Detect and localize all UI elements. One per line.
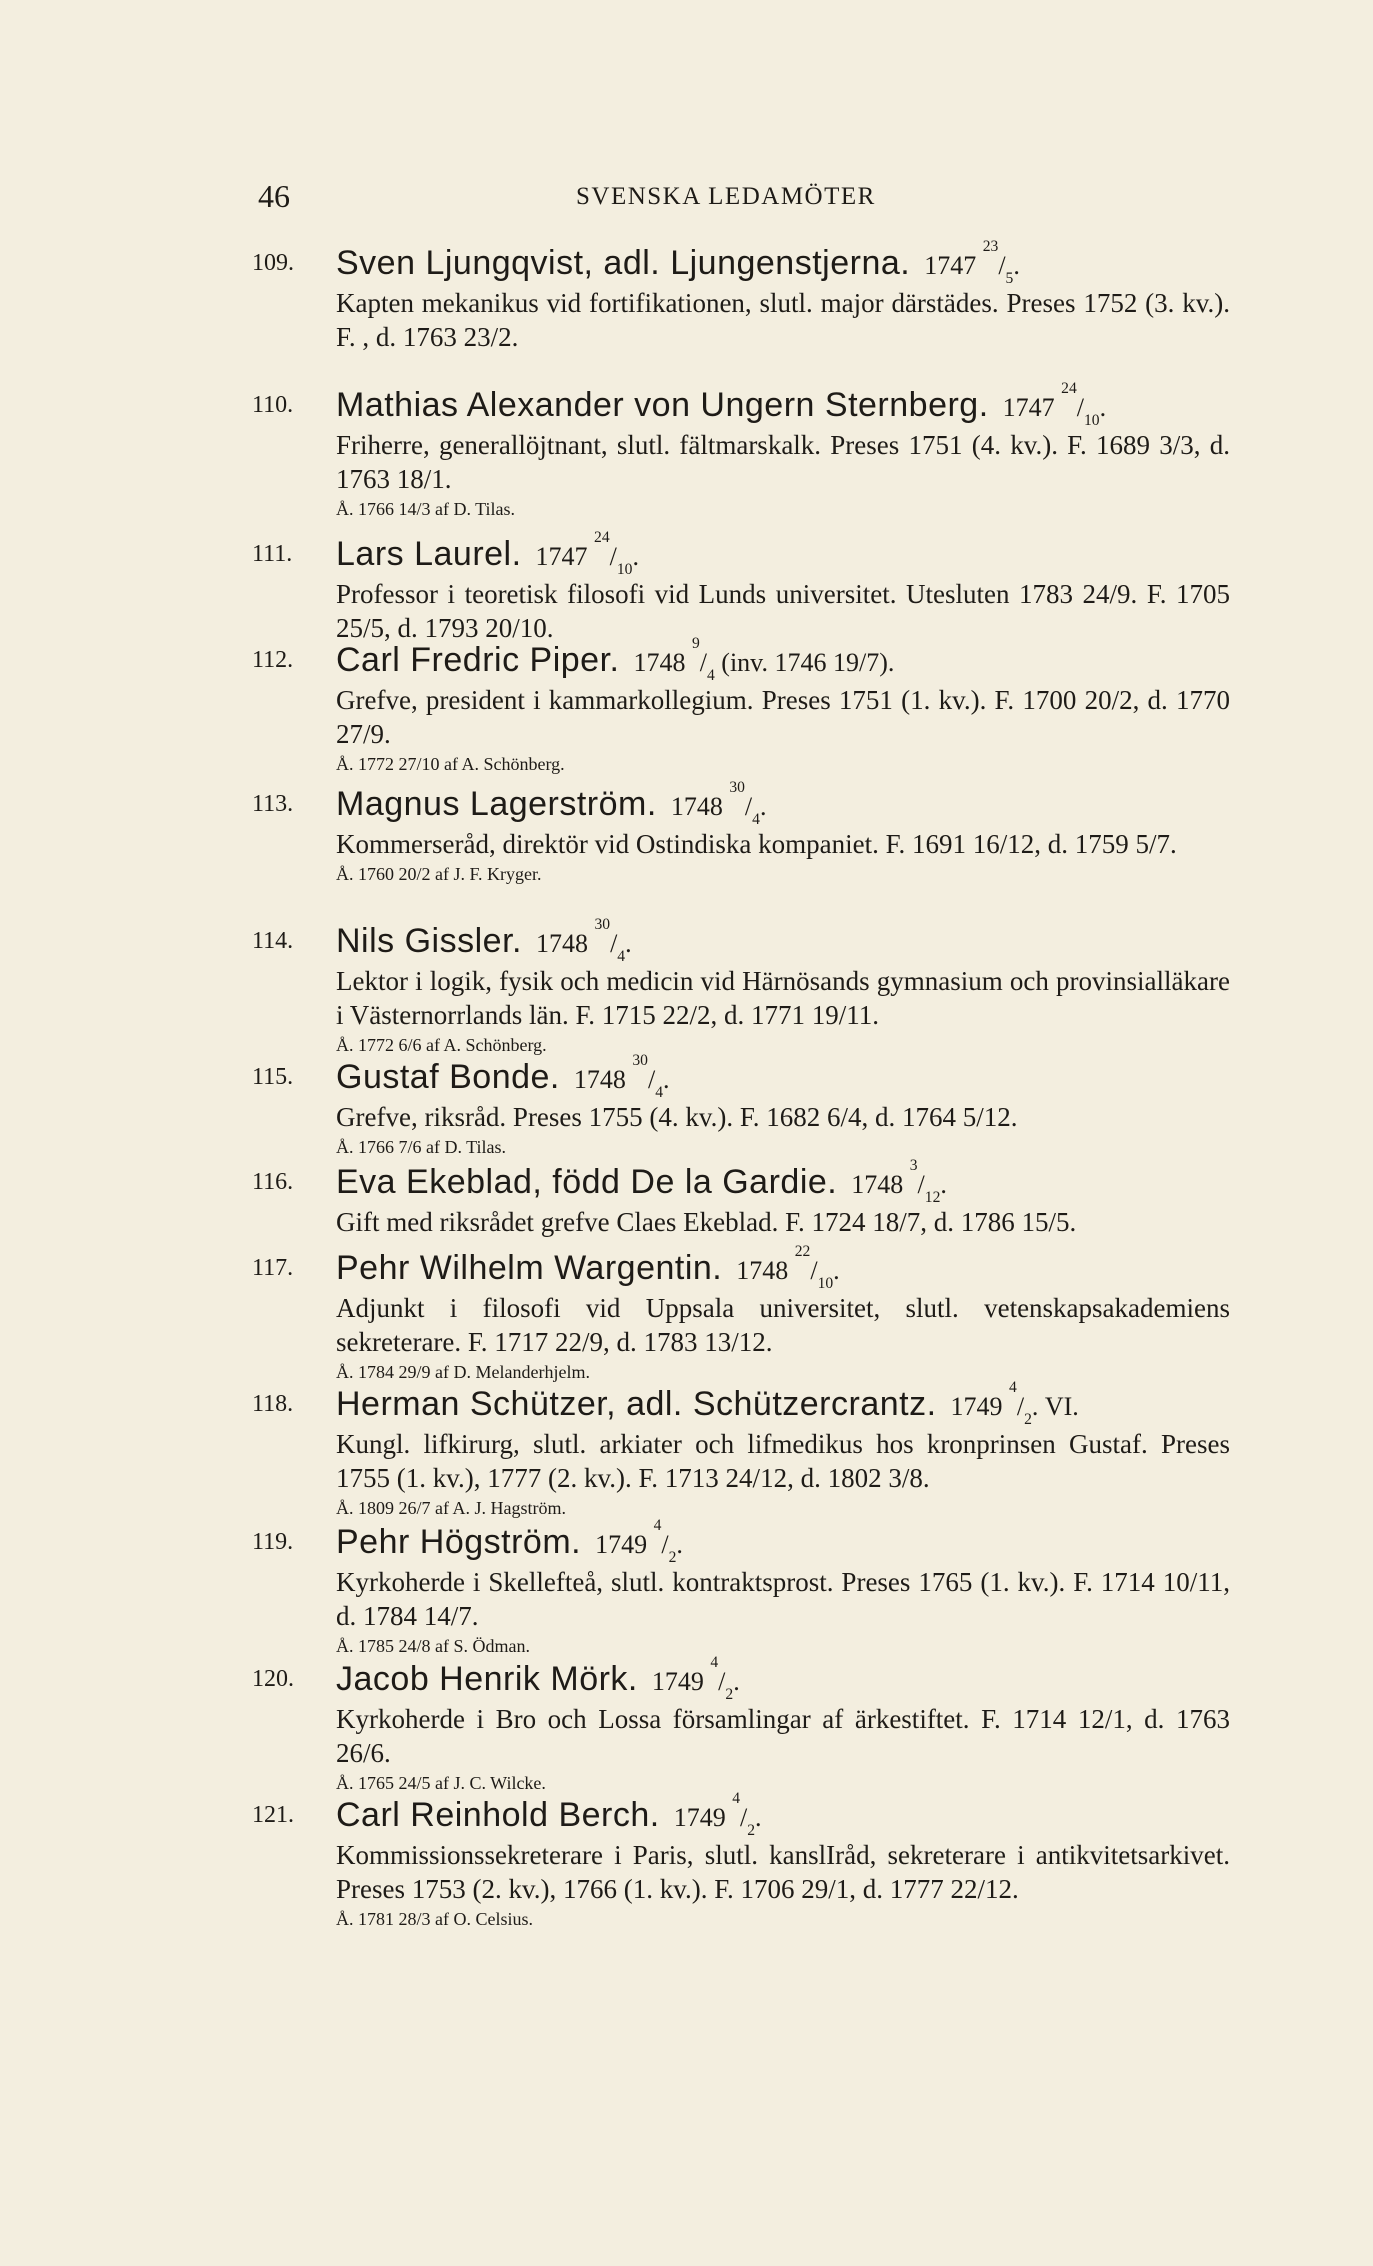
member-name: Jacob Henrik Mörk. <box>336 1660 638 1698</box>
election-date: 1749 $^4/_2$. <box>651 1653 740 1704</box>
member-entry <box>240 528 1230 643</box>
entry-number: 114. <box>252 928 294 954</box>
biography-text: Kyrkoherde i Skellefteå, slutl. kontraktsprost. Preses 1765 (1. kv.). F. 1714 10/11, d. 1784 14/7. <box>336 1567 1230 1631</box>
entry-number: 118. <box>252 1391 294 1417</box>
portrait-note: Å. 1772 27/10 af A. Schönberg. <box>336 754 565 774</box>
member-name: Carl Fredric Piper. <box>336 641 620 679</box>
entry-number: 120. <box>252 1666 294 1692</box>
portrait-note: Å. 1785 24/8 af S. Ödman. <box>336 1636 530 1656</box>
member-name: Gustaf Bonde. <box>336 1058 560 1096</box>
entry-number: 117. <box>252 1255 294 1281</box>
member-list <box>240 237 1230 1952</box>
entry-number: 113. <box>252 791 294 817</box>
election-date: 1748 $^9/_4$ (inv. 1746 19/7). <box>633 634 895 685</box>
biography-text: Lektor i logik, fysik och medicin vid Härnösands gymnasium och provinsialläkare i Västernorrlands län. F. 1715 22/2, d. 1771 19/11. <box>336 966 1230 1030</box>
biography-text: Kommissionssekreterare i Paris, slutl. kanslIråd, sekreterare i antikvitetsarkivet. Preses 1753 (2. kv.), 1766 (1. kv.). F. 1706 29/1, d. 1777 22/12. <box>336 1840 1230 1904</box>
portrait-note: Å. 1809 26/7 af A. J. Hagström. <box>336 1498 566 1518</box>
portrait-note: Å. 1772 6/6 af A. Schönberg. <box>336 1035 547 1055</box>
member-name: Carl Reinhold Berch. <box>336 1796 660 1834</box>
member-name: Sven Ljungqvist, adl. Ljungenstjerna. <box>336 244 911 282</box>
member-entry <box>240 1516 1230 1656</box>
election-date: 1749 $^4/_2$. VI. <box>950 1378 1079 1429</box>
running-title: SVENSKA LEDAMÖTER <box>576 183 876 210</box>
entry-number: 109. <box>252 250 294 276</box>
member-name: Magnus Lagerström. <box>336 785 657 823</box>
member-entry <box>240 1242 1230 1382</box>
member-name: Lars Laurel. <box>336 535 522 573</box>
member-entry <box>240 1653 1230 1793</box>
member-entry <box>240 237 1230 382</box>
member-name: Herman Schützer, adl. Schützercrantz. <box>336 1385 937 1423</box>
election-date: 1748 $^{30}/_4$. <box>670 778 767 829</box>
election-date: 1747 $^{24}/_{10}$. <box>535 528 639 579</box>
biography-text: Adjunkt i filosofi vid Uppsala universitet, slutl. vetenskapsakademiens sekreterare. F. 1717 22/9, d. 1783 13/12. <box>336 1293 1230 1357</box>
entry-number: 115. <box>252 1064 294 1090</box>
election-date: 1749 $^4/_2$. <box>595 1516 683 1567</box>
portrait-note: Å. 1784 29/9 af D. Melanderhjelm. <box>336 1362 590 1382</box>
entry-number: 121. <box>252 1802 294 1828</box>
election-date: 1747 $^{24}/_{10}$. <box>1002 379 1107 430</box>
member-entry <box>240 379 1230 531</box>
member-entry <box>240 634 1230 781</box>
election-date: 1748 $^{30}/_4$. <box>573 1051 670 1102</box>
entry-number: 111. <box>252 541 293 567</box>
biography-text: Friherre, generallöjtnant, slutl. fältmarskalk. Preses 1751 (4. kv.). F. 1689 3/3, d. 1763 18/1. <box>336 430 1230 494</box>
biography-text: Gift med riksrådet grefve Claes Ekeblad. F. 1724 18/7, d. 1786 15/5. <box>336 1207 1077 1237</box>
portrait-note: Å. 1766 14/3 af D. Tilas. <box>336 499 516 519</box>
entry-number: 116. <box>252 1169 294 1195</box>
election-date: 1748 $^{30}/_4$. <box>535 915 632 966</box>
portrait-note: Å. 1781 28/3 af O. Celsius. <box>336 1909 533 1929</box>
election-date: 1748 $^3/_{12}$. <box>851 1156 947 1207</box>
member-entry <box>240 915 1230 1055</box>
biography-text: Kapten mekanikus vid fortifikationen, slutl. major därstädes. Preses 1752 (3. kv.). F. , d. 1763 23/2. <box>336 288 1230 352</box>
member-entry <box>240 1378 1230 1519</box>
member-entry <box>240 1051 1230 1159</box>
member-name: Pehr Högström. <box>336 1523 582 1561</box>
portrait-note: Å. 1766 7/6 af D. Tilas. <box>336 1137 507 1157</box>
election-date: 1748 $^{22}/_{10}$. <box>736 1242 840 1293</box>
biography-text: Kungl. lifkirurg, slutl. arkiater och lifmedikus hos kronprinsen Gustaf. Preses 1755 (1. kv.), 1777 (2. kv.). F. 1713 24/12, d. 1802 3/8. <box>336 1429 1230 1493</box>
entry-number: 112. <box>252 647 294 673</box>
election-date: 1749 $^4/_2$. <box>673 1789 762 1840</box>
entry-number: 119. <box>252 1529 294 1555</box>
member-name: Mathias Alexander von Ungern Sternberg. <box>336 386 989 424</box>
biography-text: Kommerseråd, direktör vid Ostindiska kompaniet. F. 1691 16/12, d. 1759 5/7. <box>336 829 1177 859</box>
page-header <box>258 178 898 218</box>
election-date: 1747 $^{23}/_5$. <box>924 237 1020 288</box>
biography-text: Grefve, president i kammarkollegium. Preses 1751 (1. kv.). F. 1700 20/2, d. 1770 27/9. <box>336 685 1230 749</box>
page-number: 46 <box>258 178 290 214</box>
biography-text: Professor i teoretisk filosofi vid Lunds universitet. Utesluten 1783 24/9. F. 1705 25/5, d. 1793 20/10. <box>336 579 1230 643</box>
portrait-note: Å. 1765 24/5 af J. C. Wilcke. <box>336 1773 546 1793</box>
member-name: Eva Ekeblad, född De la Gardie. <box>336 1163 838 1201</box>
biography-text: Grefve, riksråd. Preses 1755 (4. kv.). F. 1682 6/4, d. 1764 5/12. <box>336 1102 1018 1132</box>
entry-number: 110. <box>252 392 294 418</box>
member-entry <box>240 778 1230 918</box>
portrait-note: Å. 1760 20/2 af J. F. Kryger. <box>336 864 542 884</box>
member-name: Pehr Wilhelm Wargentin. <box>336 1249 723 1287</box>
member-entry <box>240 1789 1230 1952</box>
member-name: Nils Gissler. <box>336 922 522 960</box>
member-entry <box>240 1156 1230 1245</box>
biography-text: Kyrkoherde i Bro och Lossa församlingar af ärkestiftet. F. 1714 12/1, d. 1763 26/6. <box>336 1704 1230 1768</box>
